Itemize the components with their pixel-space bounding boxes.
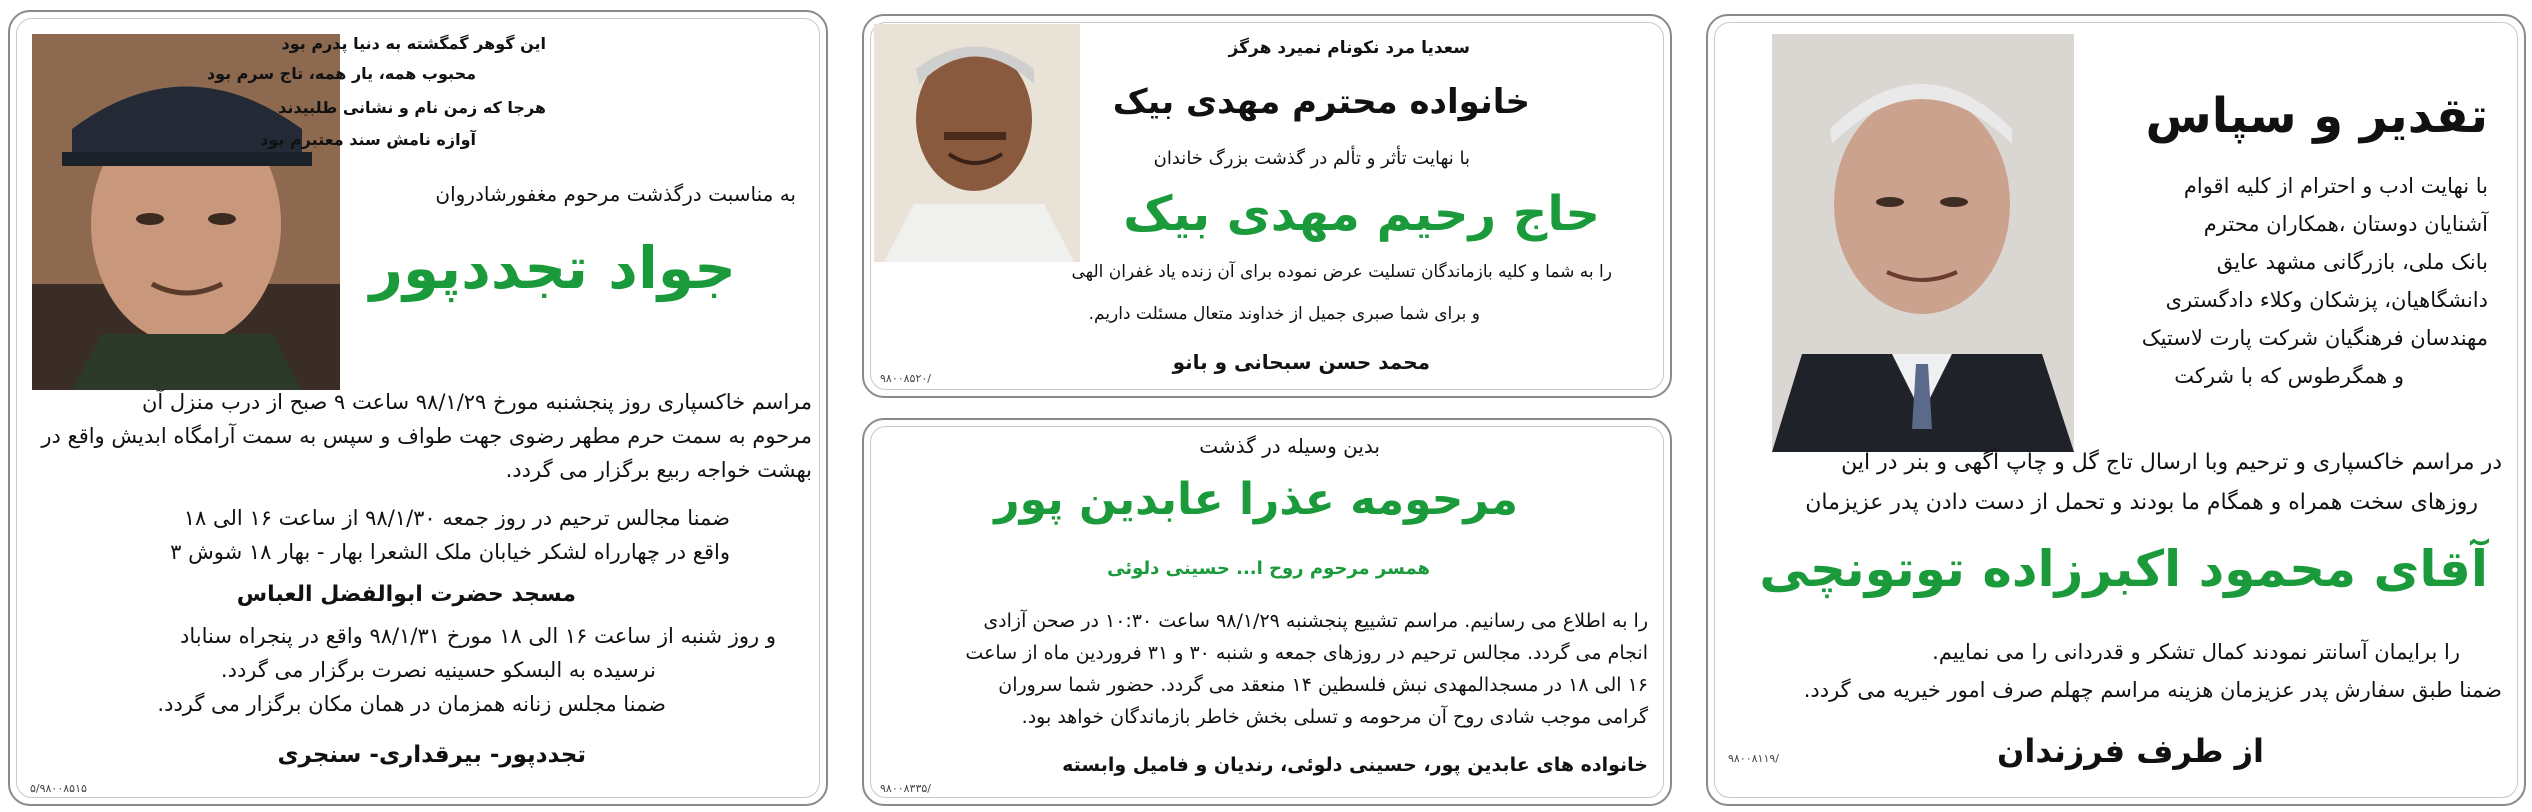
condolence-line-2: را به شما و کلیه بازماندگان تسلیت عرض نموده برای آن زنده یاد غفران الهی [1071,262,1612,282]
saturday-line-3: ضمنا مجلس زنانه همزمان در همان مکان برگزار می گردد. [157,692,666,716]
thanks-line-2: آشنایان دوستان ،همکاران محترم [2203,212,2488,236]
burial-line-2: مرحوم به سمت حرم مطهر رضوی جهت طواف و سپس به سمت آرامگاه ابدیش واقع در [41,424,812,448]
header-text: بدین وسیله در گذشت [1199,434,1380,458]
closing-line-2: ضمنا طبق سفارش پدر عزیزمان هزینه مراسم چهلم صرف امور خیریه می گردد. [1803,678,2502,702]
signature: خانواده های عابدین پور، حسینی دلوئی، رندیان و فامیل وابسته [1062,754,1648,776]
condolence-card-mahdibeik [862,14,1672,398]
intro-text: به مناسبت درگذشت مرحوم مغفورشادروان [435,182,796,206]
portrait-photo [32,34,340,390]
ceremony-line-2: واقع در چهارراه لشکر خیابان ملک الشعرا بهار - بهار ۱۸ شوش ۳ [170,540,730,564]
signature: محمد حسن سبحانی و بانو [1172,350,1430,374]
portrait-photo [874,24,1080,262]
poem-line-1: این گوهر گمگشته به دنیا پدرم بود [281,34,546,53]
burial-line-3: بهشت خواجه ربیع برگزار می گردد. [505,458,812,482]
thanks-line-6: و همگرطوس که با شرکت [2174,364,2404,388]
detail-line-4: گرامی موجب شادی روح آن مرحومه و تسلی بخش خاطر بازماندگان خواهد بود. [1021,706,1648,728]
deceased-name: آقای محمود اکبرزاده توتونچی [1759,540,2488,598]
subtitle: همسر مرحوم روح ا... حسینی دلوئی [1107,558,1430,579]
saturday-line-2: نرسیده به البسکو حسینیه نصرت برگزار می گردد. [220,658,656,682]
card-title: تقدیر و سپاس [2145,88,2488,144]
detail-line-1: را به اطلاع می رسانیم. مراسم تشییع پنجشنبه ۹۸/۱/۲۹ ساعت ۱۰:۳۰ در صحن آزادی [983,610,1648,632]
deceased-name: جواد تجددپور [369,234,736,302]
ad-code: ۵/۹۸۰۰۸۵۱۵ [30,782,87,795]
deceased-name: حاج رحیم مهدی بیک [1123,186,1600,242]
detail-line-2: انجام می گردد. مجالس ترحیم در روزهای جمعه و شنبه ۳۰ و ۳۱ فروردین ماه از ساعت [965,642,1648,664]
deceased-name: مرحومه عذرا عابدین پور [994,474,1518,525]
poem-line-2: محبوب همه، یار همه، تاج سرم بود [206,64,476,83]
poem-line-3: هرجا که زمن نام و نشانی طلبیدند [278,98,546,117]
appreciation-card-tootoonchi [1706,14,2526,806]
signature: تجددپور- بیرقداری- سنجری [277,742,586,768]
ad-code: ۹۸۰۰۸۳۳۵/ [880,782,931,795]
thanks-line-3: بانک ملی، بازرگانی مشهد عایق [2216,250,2488,274]
ceremony-line-1: ضمنا مجالس ترحیم در روز جمعه ۹۸/۱/۳۰ از ساعت ۱۶ الی ۱۸ [183,506,730,530]
thanks-wide-line-1: در مراسم خاکسپاری و ترحیم وبا ارسال تاج گل و چاپ آگهی و بنر در این [1841,450,2502,475]
mosque-name: مسجد حضرت ابوالفضل العباس [236,582,576,607]
header-verse: سعدیا مرد نکونام نمیرد هرگز [1228,38,1470,58]
poem-line-4: آوازه نامش سند معتبرم بود [260,130,476,149]
burial-line-1: مراسم خاکسپاری روز پنجشنبه مورخ ۹۸/۱/۲۹ ساعت ۹ صبح از درب منزل آن [141,390,812,414]
thanks-line-4: دانشگاهیان، پزشکان وکلاء دادگستری [2165,288,2488,312]
thanks-line-1: با نهایت ادب و احترام از کلیه اقوام [2183,174,2488,198]
thanks-wide-line-2: روزهای سخت همراه و همگام ما بودند و تحمل از دست دادن پدر عزیزمان [1805,490,2478,515]
ad-code: ۹۸۰۰۸۵۲۰/ [880,372,931,385]
ad-code: ۹۸۰۰۸۱۱۹/ [1728,752,1779,765]
signature: از طرف فرزندان [1997,732,2264,770]
condolence-line-1: با نهایت تأثر و تألم در گذشت بزرگ خاندان [1153,148,1470,169]
portrait-photo [1772,34,2074,452]
family-title: خانواده محترم مهدی بیک [1112,82,1530,122]
detail-line-3: ۱۶ الی ۱۸ در مسجدالمهدی نبش فلسطین ۱۴ منعقد می گردد. حضور شما سروران [998,674,1648,696]
obituary-card-tajaddodpour [8,10,828,806]
obituary-card-abedinpour [862,418,1672,806]
closing-line-1: را برایمان آسانتر نمودند کمال تشکر و قدردانی را می نماییم. [1932,640,2460,664]
saturday-line-1: و روز شنبه از ساعت ۱۶ الی ۱۸ مورخ ۹۸/۱/۳۱ واقع در پنجراه سناباد [180,624,776,648]
condolence-line-3: و برای شما صبری جمیل از خداوند متعال مسئلت داریم. [1088,304,1480,324]
thanks-line-5: مهندسان فرهنگیان شرکت پارت لاستیک [2141,326,2488,350]
